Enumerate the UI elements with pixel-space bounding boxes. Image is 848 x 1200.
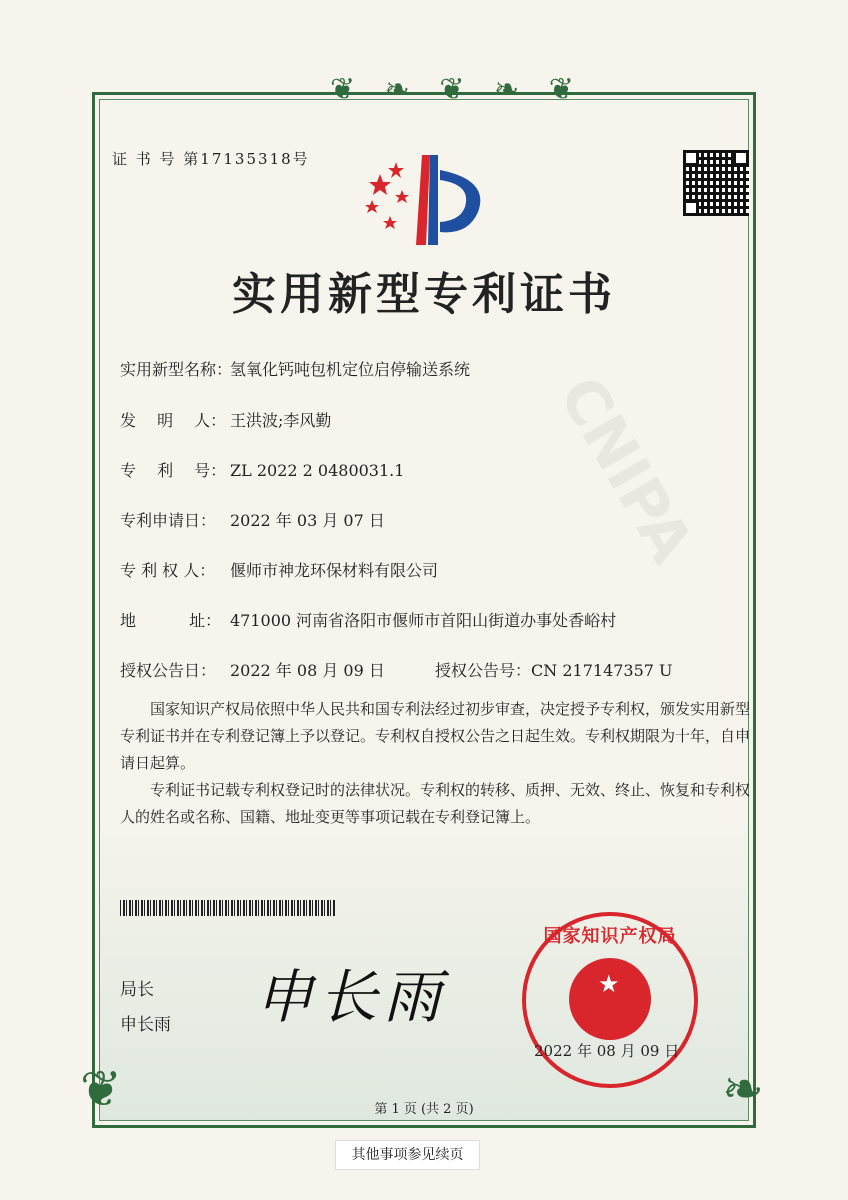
field-label: 实用新型名称： — [120, 360, 233, 379]
field-label: 授权公告日： — [120, 661, 217, 680]
qr-code — [683, 150, 749, 216]
page-title: 实用新型专利证书 — [232, 269, 616, 320]
field-label: 地 址： — [120, 611, 222, 630]
field-grant-date — [120, 658, 385, 681]
field-utility-model-name — [120, 357, 470, 380]
field-value: 氢氧化钙吨包机定位启停输送系统 — [230, 360, 471, 379]
field-value: ZL 2022 2 0480031.1 — [230, 461, 405, 480]
barcode — [120, 900, 336, 916]
top-ornament-icon: ❦ ❧ ❦ ❧ ❦ — [330, 72, 584, 107]
seal-date: 2022 年 08 月 09 日 — [534, 1042, 680, 1060]
certificate-body — [120, 696, 750, 831]
field-inventors — [120, 408, 331, 431]
field-value: 偃师市神龙环保材料有限公司 — [230, 561, 439, 580]
watermark: CNIPA — [545, 365, 707, 575]
signature: 申长雨 — [255, 963, 448, 1031]
paragraph-legal-status: 专利证书记载专利权登记时的法律状况。专利权的转移、质押、无效、终止、恢复和专利权人的姓名或名称、国籍、地址变更等事项记载在专利登记簿上。 — [120, 781, 751, 826]
field-patentee — [120, 558, 438, 581]
certificate-number: 证 书 号 第17135318号 — [112, 150, 310, 168]
field-value: CN 217147357 U — [531, 661, 673, 680]
official-seal — [522, 912, 698, 1088]
director-title: 局长 — [120, 980, 154, 1000]
field-label: 专 利 号： — [120, 461, 227, 480]
field-announcement-number — [435, 658, 673, 681]
seal-text: 国家知识产权局 — [543, 926, 677, 947]
field-label: 发 明 人： — [120, 411, 227, 430]
corner-ornament-icon: ❧ — [722, 1060, 764, 1118]
field-label: 授权公告号： — [435, 661, 532, 680]
field-address — [120, 608, 616, 631]
field-value: 2022 年 03 月 07 日 — [230, 511, 385, 530]
star-icon: ★ — [598, 970, 620, 998]
director-name: 申长雨 — [120, 1015, 171, 1035]
field-label: 专利申请日： — [120, 511, 217, 530]
field-application-date — [120, 508, 385, 531]
continued-note: 其他事项参见续页 — [335, 1140, 480, 1170]
cnipa-logo — [360, 150, 490, 250]
field-value: 471000 河南省洛阳市偃师市首阳山街道办事处香峪村 — [230, 611, 617, 630]
field-value: 王洪波;李风勤 — [230, 411, 332, 430]
paragraph-grant-statement: 国家知识产权局依照中华人民共和国专利法经过初步审查，决定授予专利权，颁发实用新型专利证书并在专利登记簿上予以登记。专利权自授权公告之日起生效。专利权期限为十年，自申请日起算。 — [120, 700, 751, 772]
corner-ornament-icon: ❦ — [80, 1060, 122, 1118]
page-number: 第 1 页 (共 2 页) — [374, 1102, 474, 1117]
field-label: 专 利 权 人： — [120, 561, 216, 580]
field-value: 2022 年 08 月 09 日 — [230, 661, 385, 680]
field-patent-number — [120, 458, 404, 481]
